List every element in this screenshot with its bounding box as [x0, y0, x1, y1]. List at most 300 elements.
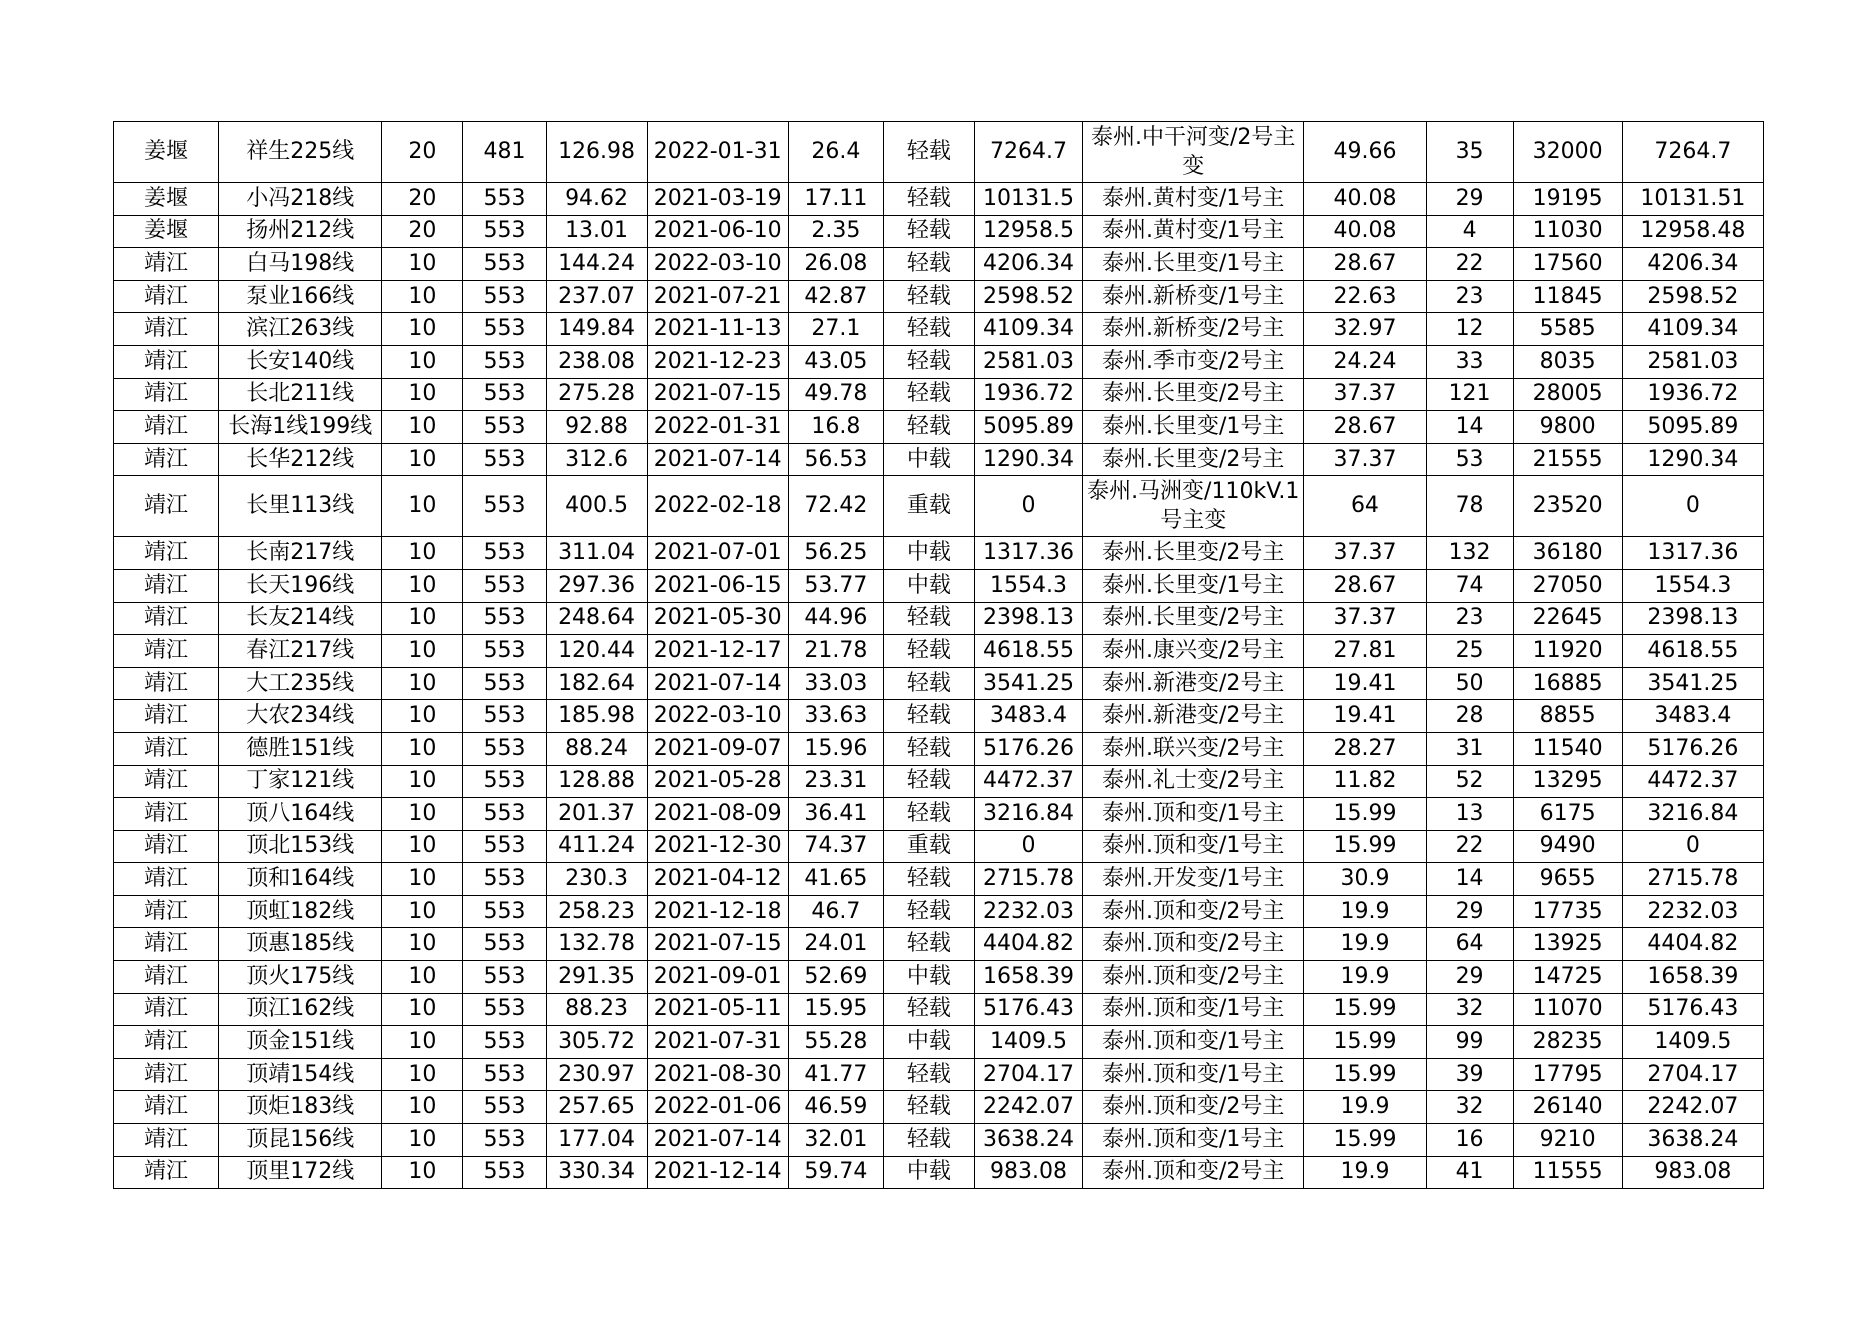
substation-cell: 泰州.顶和变/1号主 — [1083, 798, 1304, 831]
date-cell: 2021-08-09 — [647, 798, 788, 831]
transformer-load-cell: 15.99 — [1304, 798, 1426, 831]
user-count-cell: 29 — [1426, 895, 1513, 928]
table-row — [114, 1124, 1764, 1157]
region-cell: 靖江 — [114, 732, 219, 765]
spare-capacity-cell: 7264.7 — [974, 122, 1082, 183]
line-name-cell: 白马198线 — [219, 248, 382, 281]
capacity-cell: 27050 — [1513, 569, 1622, 602]
spare-capacity-cell: 983.08 — [974, 1156, 1082, 1189]
transformer-load-cell: 37.37 — [1304, 602, 1426, 635]
cable-type-cell: 553 — [463, 378, 546, 411]
voltage-cell: 10 — [382, 1124, 463, 1157]
table-row — [114, 830, 1764, 863]
user-count-cell: 33 — [1426, 345, 1513, 378]
table-row — [114, 183, 1764, 216]
spare-capacity-cell: 4109.34 — [974, 313, 1082, 346]
spare-capacity-cell: 2715.78 — [974, 863, 1082, 896]
user-count-cell: 25 — [1426, 635, 1513, 668]
substation-cell: 泰州.顶和变/1号主 — [1083, 1124, 1304, 1157]
cable-type-cell: 553 — [463, 993, 546, 1026]
substation-cell: 泰州.顶和变/1号主 — [1083, 830, 1304, 863]
substation-cell: 泰州.联兴变/2号主 — [1083, 732, 1304, 765]
capacity-cell: 17795 — [1513, 1058, 1622, 1091]
region-cell: 靖江 — [114, 411, 219, 444]
current-cell: 312.6 — [546, 443, 647, 476]
region-cell: 靖江 — [114, 280, 219, 313]
line-name-cell: 顶炬183线 — [219, 1091, 382, 1124]
load-rate-cell: 33.03 — [788, 667, 883, 700]
table-row — [114, 798, 1764, 831]
user-count-cell: 29 — [1426, 183, 1513, 216]
substation-cell: 泰州.新桥变/1号主 — [1083, 280, 1304, 313]
voltage-cell: 10 — [382, 313, 463, 346]
load-rate-cell: 59.74 — [788, 1156, 883, 1189]
date-cell: 2021-03-19 — [647, 183, 788, 216]
available-capacity-cell: 2242.07 — [1622, 1091, 1763, 1124]
line-name-cell: 德胜151线 — [219, 732, 382, 765]
available-capacity-cell: 5176.26 — [1622, 732, 1763, 765]
load-rate-cell: 21.78 — [788, 635, 883, 668]
region-cell: 靖江 — [114, 895, 219, 928]
capacity-cell: 11555 — [1513, 1156, 1622, 1189]
date-cell: 2021-12-23 — [647, 345, 788, 378]
transformer-load-cell: 49.66 — [1304, 122, 1426, 183]
user-count-cell: 41 — [1426, 1156, 1513, 1189]
user-count-cell: 50 — [1426, 667, 1513, 700]
region-cell: 姜堰 — [114, 215, 219, 248]
region-cell: 靖江 — [114, 1156, 219, 1189]
spare-capacity-cell: 2598.52 — [974, 280, 1082, 313]
available-capacity-cell: 10131.51 — [1622, 183, 1763, 216]
cable-type-cell: 553 — [463, 183, 546, 216]
substation-cell: 泰州.顶和变/1号主 — [1083, 993, 1304, 1026]
user-count-cell: 32 — [1426, 993, 1513, 1026]
cable-type-cell: 553 — [463, 345, 546, 378]
transformer-load-cell: 28.67 — [1304, 569, 1426, 602]
user-count-cell: 39 — [1426, 1058, 1513, 1091]
voltage-cell: 10 — [382, 798, 463, 831]
user-count-cell: 23 — [1426, 280, 1513, 313]
current-cell: 238.08 — [546, 345, 647, 378]
available-capacity-cell: 983.08 — [1622, 1156, 1763, 1189]
capacity-cell: 5585 — [1513, 313, 1622, 346]
capacity-cell: 11540 — [1513, 732, 1622, 765]
load-status-cell: 中载 — [883, 1156, 974, 1189]
current-cell: 297.36 — [546, 569, 647, 602]
transformer-load-cell: 15.99 — [1304, 1058, 1426, 1091]
spare-capacity-cell: 5176.26 — [974, 732, 1082, 765]
transformer-load-cell: 19.9 — [1304, 961, 1426, 994]
table-row — [114, 248, 1764, 281]
voltage-cell: 10 — [382, 443, 463, 476]
substation-cell: 泰州.新桥变/2号主 — [1083, 313, 1304, 346]
region-cell: 姜堰 — [114, 183, 219, 216]
capacity-cell: 21555 — [1513, 443, 1622, 476]
table-row — [114, 378, 1764, 411]
capacity-cell: 16885 — [1513, 667, 1622, 700]
transformer-load-cell: 37.37 — [1304, 378, 1426, 411]
substation-cell: 泰州.新港变/2号主 — [1083, 700, 1304, 733]
table-row — [114, 1156, 1764, 1189]
capacity-cell: 11920 — [1513, 635, 1622, 668]
date-cell: 2021-07-14 — [647, 1124, 788, 1157]
cable-type-cell: 553 — [463, 248, 546, 281]
spare-capacity-cell: 1290.34 — [974, 443, 1082, 476]
region-cell: 靖江 — [114, 993, 219, 1026]
region-cell: 靖江 — [114, 863, 219, 896]
voltage-cell: 10 — [382, 537, 463, 570]
cable-type-cell: 553 — [463, 443, 546, 476]
region-cell: 靖江 — [114, 602, 219, 635]
transformer-load-cell: 19.9 — [1304, 1091, 1426, 1124]
current-cell: 92.88 — [546, 411, 647, 444]
region-cell: 靖江 — [114, 345, 219, 378]
load-rate-cell: 27.1 — [788, 313, 883, 346]
table-row — [114, 863, 1764, 896]
load-status-cell: 轻载 — [883, 667, 974, 700]
current-cell: 120.44 — [546, 635, 647, 668]
cable-type-cell: 553 — [463, 961, 546, 994]
capacity-cell: 19195 — [1513, 183, 1622, 216]
date-cell: 2021-05-28 — [647, 765, 788, 798]
table-row — [114, 122, 1764, 183]
cable-type-cell: 553 — [463, 411, 546, 444]
cable-type-cell: 553 — [463, 667, 546, 700]
current-cell: 230.3 — [546, 863, 647, 896]
table-row — [114, 732, 1764, 765]
substation-cell: 泰州.中干河变/2号主变 — [1083, 122, 1304, 183]
load-status-cell: 轻载 — [883, 1058, 974, 1091]
capacity-cell: 9655 — [1513, 863, 1622, 896]
line-name-cell: 顶昆156线 — [219, 1124, 382, 1157]
user-count-cell: 22 — [1426, 248, 1513, 281]
available-capacity-cell: 3483.4 — [1622, 700, 1763, 733]
user-count-cell: 31 — [1426, 732, 1513, 765]
date-cell: 2021-06-10 — [647, 215, 788, 248]
spare-capacity-cell: 5095.89 — [974, 411, 1082, 444]
current-cell: 94.62 — [546, 183, 647, 216]
capacity-cell: 9210 — [1513, 1124, 1622, 1157]
load-status-cell: 轻载 — [883, 798, 974, 831]
load-rate-cell: 74.37 — [788, 830, 883, 863]
available-capacity-cell: 12958.48 — [1622, 215, 1763, 248]
date-cell: 2022-03-10 — [647, 248, 788, 281]
table-row — [114, 602, 1764, 635]
user-count-cell: 99 — [1426, 1026, 1513, 1059]
line-name-cell: 大工235线 — [219, 667, 382, 700]
cable-type-cell: 553 — [463, 798, 546, 831]
spare-capacity-cell: 2232.03 — [974, 895, 1082, 928]
capacity-cell: 6175 — [1513, 798, 1622, 831]
available-capacity-cell: 5095.89 — [1622, 411, 1763, 444]
spare-capacity-cell: 3638.24 — [974, 1124, 1082, 1157]
available-capacity-cell: 3638.24 — [1622, 1124, 1763, 1157]
cable-type-cell: 553 — [463, 280, 546, 313]
cable-type-cell: 553 — [463, 569, 546, 602]
line-name-cell: 大农234线 — [219, 700, 382, 733]
date-cell: 2021-08-30 — [647, 1058, 788, 1091]
line-name-cell: 丁家121线 — [219, 765, 382, 798]
transformer-load-cell: 37.37 — [1304, 443, 1426, 476]
current-cell: 182.64 — [546, 667, 647, 700]
available-capacity-cell: 2398.13 — [1622, 602, 1763, 635]
load-status-cell: 轻载 — [883, 863, 974, 896]
load-status-cell: 中载 — [883, 569, 974, 602]
line-name-cell: 顶和164线 — [219, 863, 382, 896]
transformer-load-cell: 40.08 — [1304, 215, 1426, 248]
voltage-cell: 10 — [382, 1058, 463, 1091]
current-cell: 258.23 — [546, 895, 647, 928]
cable-type-cell: 553 — [463, 476, 546, 537]
substation-cell: 泰州.长里变/1号主 — [1083, 569, 1304, 602]
voltage-cell: 10 — [382, 993, 463, 1026]
voltage-cell: 20 — [382, 122, 463, 183]
transformer-load-cell: 15.99 — [1304, 1026, 1426, 1059]
table-row — [114, 928, 1764, 961]
date-cell: 2021-11-13 — [647, 313, 788, 346]
transformer-load-cell: 15.99 — [1304, 1124, 1426, 1157]
spare-capacity-cell: 2398.13 — [974, 602, 1082, 635]
current-cell: 305.72 — [546, 1026, 647, 1059]
load-rate-cell: 52.69 — [788, 961, 883, 994]
line-name-cell: 小冯218线 — [219, 183, 382, 216]
substation-cell: 泰州.季市变/2号主 — [1083, 345, 1304, 378]
date-cell: 2021-12-17 — [647, 635, 788, 668]
voltage-cell: 10 — [382, 667, 463, 700]
available-capacity-cell: 0 — [1622, 476, 1763, 537]
available-capacity-cell: 7264.7 — [1622, 122, 1763, 183]
table-row — [114, 1058, 1764, 1091]
substation-cell: 泰州.马洲变/110kV.1号主变 — [1083, 476, 1304, 537]
current-cell: 185.98 — [546, 700, 647, 733]
substation-cell: 泰州.顶和变/2号主 — [1083, 1091, 1304, 1124]
table-row — [114, 667, 1764, 700]
load-rate-cell: 36.41 — [788, 798, 883, 831]
voltage-cell: 10 — [382, 1156, 463, 1189]
region-cell: 靖江 — [114, 667, 219, 700]
table-row — [114, 280, 1764, 313]
load-status-cell: 轻载 — [883, 895, 974, 928]
user-count-cell: 4 — [1426, 215, 1513, 248]
substation-cell: 泰州.长里变/2号主 — [1083, 443, 1304, 476]
substation-cell: 泰州.长里变/2号主 — [1083, 537, 1304, 570]
available-capacity-cell: 1317.36 — [1622, 537, 1763, 570]
line-name-cell: 长海1线199线 — [219, 411, 382, 444]
feeder-load-table — [113, 121, 1764, 1189]
line-name-cell: 顶靖154线 — [219, 1058, 382, 1091]
spare-capacity-cell: 3216.84 — [974, 798, 1082, 831]
spare-capacity-cell: 0 — [974, 476, 1082, 537]
current-cell: 291.35 — [546, 961, 647, 994]
substation-cell: 泰州.顶和变/2号主 — [1083, 895, 1304, 928]
capacity-cell: 9800 — [1513, 411, 1622, 444]
available-capacity-cell: 4109.34 — [1622, 313, 1763, 346]
user-count-cell: 13 — [1426, 798, 1513, 831]
spare-capacity-cell: 5176.43 — [974, 993, 1082, 1026]
region-cell: 靖江 — [114, 635, 219, 668]
table-row — [114, 993, 1764, 1026]
available-capacity-cell: 1409.5 — [1622, 1026, 1763, 1059]
load-status-cell: 轻载 — [883, 700, 974, 733]
load-rate-cell: 42.87 — [788, 280, 883, 313]
date-cell: 2021-06-15 — [647, 569, 788, 602]
spare-capacity-cell: 0 — [974, 830, 1082, 863]
transformer-load-cell: 30.9 — [1304, 863, 1426, 896]
load-status-cell: 轻载 — [883, 993, 974, 1026]
region-cell: 靖江 — [114, 537, 219, 570]
load-rate-cell: 23.31 — [788, 765, 883, 798]
capacity-cell: 36180 — [1513, 537, 1622, 570]
region-cell: 靖江 — [114, 248, 219, 281]
line-name-cell: 长北211线 — [219, 378, 382, 411]
load-status-cell: 轻载 — [883, 1091, 974, 1124]
substation-cell: 泰州.康兴变/2号主 — [1083, 635, 1304, 668]
load-rate-cell: 15.95 — [788, 993, 883, 1026]
substation-cell: 泰州.顶和变/1号主 — [1083, 1058, 1304, 1091]
current-cell: 411.24 — [546, 830, 647, 863]
user-count-cell: 64 — [1426, 928, 1513, 961]
current-cell: 126.98 — [546, 122, 647, 183]
load-rate-cell: 46.59 — [788, 1091, 883, 1124]
load-rate-cell: 43.05 — [788, 345, 883, 378]
spare-capacity-cell: 1936.72 — [974, 378, 1082, 411]
date-cell: 2021-07-15 — [647, 378, 788, 411]
capacity-cell: 26140 — [1513, 1091, 1622, 1124]
current-cell: 330.34 — [546, 1156, 647, 1189]
load-rate-cell: 49.78 — [788, 378, 883, 411]
spare-capacity-cell: 3541.25 — [974, 667, 1082, 700]
voltage-cell: 10 — [382, 378, 463, 411]
spare-capacity-cell: 1409.5 — [974, 1026, 1082, 1059]
transformer-load-cell: 22.63 — [1304, 280, 1426, 313]
table-row — [114, 961, 1764, 994]
region-cell: 姜堰 — [114, 122, 219, 183]
transformer-load-cell: 24.24 — [1304, 345, 1426, 378]
voltage-cell: 10 — [382, 569, 463, 602]
substation-cell: 泰州.顶和变/1号主 — [1083, 1026, 1304, 1059]
region-cell: 靖江 — [114, 1026, 219, 1059]
substation-cell: 泰州.黄村变/1号主 — [1083, 215, 1304, 248]
user-count-cell: 78 — [1426, 476, 1513, 537]
substation-cell: 泰州.礼士变/2号主 — [1083, 765, 1304, 798]
user-count-cell: 23 — [1426, 602, 1513, 635]
table-row — [114, 443, 1764, 476]
spare-capacity-cell: 2242.07 — [974, 1091, 1082, 1124]
table-row — [114, 476, 1764, 537]
region-cell: 靖江 — [114, 1124, 219, 1157]
load-status-cell: 轻载 — [883, 928, 974, 961]
capacity-cell: 11030 — [1513, 215, 1622, 248]
date-cell: 2021-12-30 — [647, 830, 788, 863]
available-capacity-cell: 4206.34 — [1622, 248, 1763, 281]
capacity-cell: 11070 — [1513, 993, 1622, 1026]
load-status-cell: 轻载 — [883, 732, 974, 765]
transformer-load-cell: 19.9 — [1304, 1156, 1426, 1189]
available-capacity-cell: 4472.37 — [1622, 765, 1763, 798]
spare-capacity-cell: 1317.36 — [974, 537, 1082, 570]
spare-capacity-cell: 4618.55 — [974, 635, 1082, 668]
current-cell: 88.24 — [546, 732, 647, 765]
user-count-cell: 74 — [1426, 569, 1513, 602]
current-cell: 13.01 — [546, 215, 647, 248]
capacity-cell: 13925 — [1513, 928, 1622, 961]
line-name-cell: 泵业166线 — [219, 280, 382, 313]
date-cell: 2021-07-01 — [647, 537, 788, 570]
region-cell: 靖江 — [114, 765, 219, 798]
transformer-load-cell: 37.37 — [1304, 537, 1426, 570]
load-status-cell: 重载 — [883, 476, 974, 537]
load-status-cell: 轻载 — [883, 1124, 974, 1157]
current-cell: 132.78 — [546, 928, 647, 961]
current-cell: 149.84 — [546, 313, 647, 346]
region-cell: 靖江 — [114, 313, 219, 346]
spare-capacity-cell: 4206.34 — [974, 248, 1082, 281]
capacity-cell: 17735 — [1513, 895, 1622, 928]
load-status-cell: 轻载 — [883, 248, 974, 281]
cable-type-cell: 553 — [463, 1124, 546, 1157]
voltage-cell: 10 — [382, 248, 463, 281]
cable-type-cell: 553 — [463, 602, 546, 635]
date-cell: 2022-01-31 — [647, 411, 788, 444]
capacity-cell: 13295 — [1513, 765, 1622, 798]
voltage-cell: 10 — [382, 765, 463, 798]
capacity-cell: 11845 — [1513, 280, 1622, 313]
date-cell: 2021-07-15 — [647, 928, 788, 961]
user-count-cell: 121 — [1426, 378, 1513, 411]
line-name-cell: 顶八164线 — [219, 798, 382, 831]
line-name-cell: 顶虹182线 — [219, 895, 382, 928]
date-cell: 2021-05-30 — [647, 602, 788, 635]
substation-cell: 泰州.长里变/1号主 — [1083, 248, 1304, 281]
capacity-cell: 14725 — [1513, 961, 1622, 994]
transformer-load-cell: 15.99 — [1304, 830, 1426, 863]
current-cell: 248.64 — [546, 602, 647, 635]
voltage-cell: 10 — [382, 1091, 463, 1124]
spare-capacity-cell: 12958.5 — [974, 215, 1082, 248]
available-capacity-cell: 2581.03 — [1622, 345, 1763, 378]
date-cell: 2021-07-14 — [647, 667, 788, 700]
table-row — [114, 765, 1764, 798]
line-name-cell: 春江217线 — [219, 635, 382, 668]
voltage-cell: 10 — [382, 830, 463, 863]
cable-type-cell: 553 — [463, 1156, 546, 1189]
load-rate-cell: 26.08 — [788, 248, 883, 281]
available-capacity-cell: 5176.43 — [1622, 993, 1763, 1026]
cable-type-cell: 553 — [463, 1091, 546, 1124]
spare-capacity-cell: 1554.3 — [974, 569, 1082, 602]
transformer-load-cell: 19.9 — [1304, 928, 1426, 961]
capacity-cell: 28005 — [1513, 378, 1622, 411]
cable-type-cell: 553 — [463, 537, 546, 570]
voltage-cell: 10 — [382, 928, 463, 961]
table-row — [114, 411, 1764, 444]
cable-type-cell: 553 — [463, 215, 546, 248]
user-count-cell: 28 — [1426, 700, 1513, 733]
table-row — [114, 1091, 1764, 1124]
voltage-cell: 10 — [382, 961, 463, 994]
substation-cell: 泰州.开发变/1号主 — [1083, 863, 1304, 896]
transformer-load-cell: 64 — [1304, 476, 1426, 537]
table-row — [114, 700, 1764, 733]
voltage-cell: 10 — [382, 345, 463, 378]
cable-type-cell: 481 — [463, 122, 546, 183]
load-rate-cell: 41.65 — [788, 863, 883, 896]
load-rate-cell: 72.42 — [788, 476, 883, 537]
date-cell: 2022-01-06 — [647, 1091, 788, 1124]
load-status-cell: 轻载 — [883, 215, 974, 248]
voltage-cell: 10 — [382, 635, 463, 668]
line-name-cell: 祥生225线 — [219, 122, 382, 183]
